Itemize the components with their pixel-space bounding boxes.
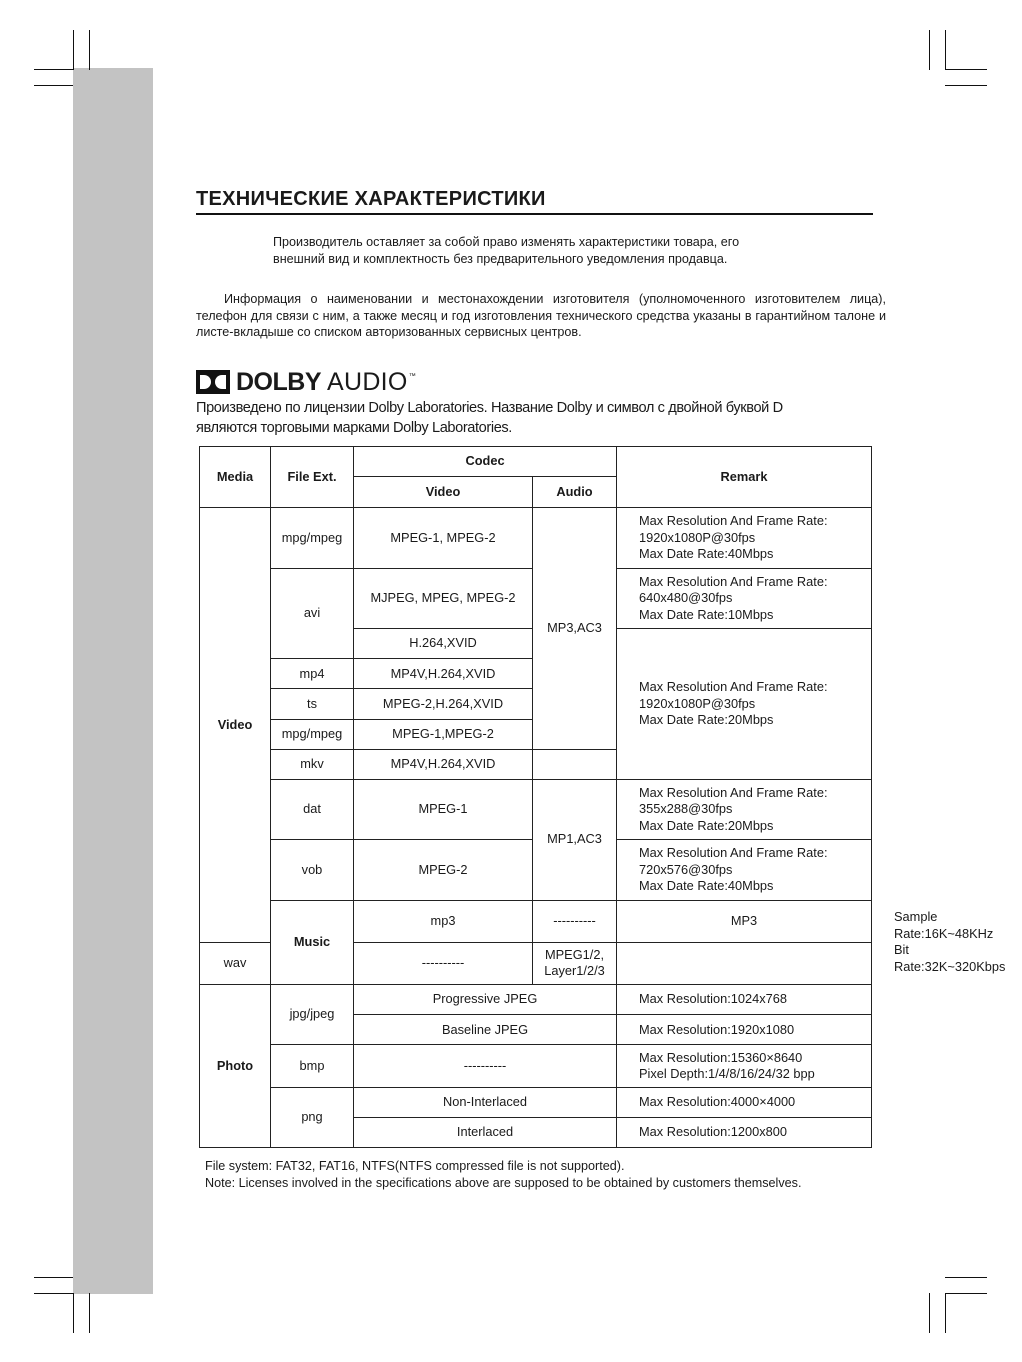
audio-codec-line: Layer1/2/3: [544, 963, 605, 979]
remark-cell: [617, 779, 872, 839]
ext-cell: avi: [271, 568, 354, 659]
crop-mark-tl-h2: [34, 85, 73, 86]
remark-cell: Max Resolution:1200x800: [617, 1117, 872, 1147]
ext-cell: png: [271, 1087, 354, 1147]
crop-mark-tl-h1: [34, 69, 73, 70]
crop-mark-br-h2: [945, 1293, 987, 1294]
header-remark: Remark: [617, 447, 872, 508]
crop-mark-bl-v1: [73, 1293, 74, 1333]
dolby-license-text: [196, 399, 886, 438]
ext-cell: bmp: [271, 1045, 354, 1087]
media-photo: Photo: [200, 985, 271, 1148]
crop-mark-br-h1: [945, 1277, 987, 1278]
crop-mark-bl-v2: [89, 1293, 90, 1333]
crop-mark-bl-h2: [34, 1293, 73, 1294]
crop-mark-bl-h1: [34, 1277, 73, 1278]
dolby-logo-trademark: ™: [408, 372, 416, 380]
audio-codec-cell: MP1,AC3: [533, 779, 617, 900]
header-video-codec: Video: [354, 477, 533, 508]
media-music: Music: [271, 900, 354, 984]
ext-cell: vob: [271, 840, 354, 900]
ext-cell: ts: [271, 689, 354, 719]
crop-mark-tl-v2: [89, 30, 90, 70]
crop-mark-tr-h1: [945, 69, 987, 70]
ext-cell: mp3: [354, 900, 533, 942]
video-codec-cell: MJPEG, MPEG, MPEG-2: [354, 568, 533, 628]
video-codec-cell: ----------: [533, 900, 617, 942]
ext-cell: mkv: [271, 749, 354, 779]
remark-cell: [617, 840, 872, 900]
gray-margin-band: [73, 68, 153, 1294]
remark-line: Max Date Rate:10Mbps: [639, 606, 774, 622]
video-codec-cell: MPEG-1: [354, 779, 533, 839]
remark-line: Max Resolution And Frame Rate:: [639, 679, 828, 695]
crop-mark-tl-v1: [73, 30, 74, 70]
intro-line-1: Производитель оставляет за собой право изменять характеристики товара, его: [273, 235, 740, 249]
header-media: Media: [200, 447, 271, 508]
header-file-ext: File Ext.: [271, 447, 354, 508]
codec-cell: Non-Interlaced: [354, 1087, 617, 1117]
video-codec-cell: H.264,XVID: [354, 629, 533, 659]
table-row: [200, 508, 872, 568]
remark-line: Max Resolution And Frame Rate:: [639, 845, 828, 861]
spec-table: [199, 446, 1006, 1148]
ext-cell: mp4: [271, 659, 354, 689]
remark-line: Sample Rate:16K~48KHz: [894, 909, 994, 941]
remark-line: Max Resolution:15360×8640: [639, 1049, 803, 1065]
footnotes: [205, 1158, 845, 1191]
crop-mark-br-v1: [929, 1293, 930, 1333]
remark-cell: [617, 508, 872, 568]
remark-line: 720x576@30fps: [639, 861, 733, 877]
dolby-double-d-icon: [196, 370, 230, 394]
table-row: [200, 779, 872, 839]
manufacturer-info-paragraph: Информация о наименовании и местонахождении изготовителя (уполномоченного изготовителем лица), телефон для связи с ним, а также месяц и год изготовления технического средства указаны в гарантийном талоне и листе-вкладыше со списком авторизованных сервисных центров.: [196, 292, 886, 339]
remark-cell: Max Resolution:1024x768: [617, 985, 872, 1015]
remark-line: 640x480@30fps: [639, 590, 733, 606]
video-codec-cell: MP4V,H.264,XVID: [354, 659, 533, 689]
intro-line-2: внешний вид и комплектность без предварительного уведомления продавца.: [273, 251, 728, 266]
remark-line: Pixel Depth:1/4/8/16/24/32 bpp: [639, 1066, 815, 1081]
table-row: [200, 900, 872, 942]
page-title: ТЕХНИЧЕСКИЕ ХАРАКТЕРИСТИКИ: [196, 188, 546, 210]
remark-line: Max Date Rate:20Mbps: [639, 712, 774, 728]
audio-codec-cell: MP3: [617, 900, 872, 942]
codec-cell: ----------: [354, 1045, 617, 1087]
dolby-audio-logo: [196, 369, 416, 395]
remark-cell: [617, 629, 872, 780]
remark-line: Max Resolution And Frame Rate:: [639, 573, 828, 589]
table-row: [200, 1087, 872, 1117]
remark-line: 1920x1080P@30fps: [639, 695, 756, 711]
codec-cell: Progressive JPEG: [354, 985, 617, 1015]
media-video: Video: [200, 508, 271, 942]
ext-cell: mpg/mpeg: [271, 508, 354, 568]
remark-line: 355x288@30fps: [639, 801, 733, 817]
remark-cell: Max Resolution:1920x1080: [617, 1015, 872, 1045]
crop-mark-tr-v1: [929, 30, 930, 70]
intro-paragraph: [273, 234, 833, 267]
video-codec-cell: MPEG-2: [354, 840, 533, 900]
codec-cell: Baseline JPEG: [354, 1015, 617, 1045]
video-codec-cell: MPEG-1,MPEG-2: [354, 719, 533, 749]
video-codec-cell: ----------: [354, 942, 533, 984]
table-row: [200, 985, 872, 1015]
video-codec-cell: MPEG-2,H.264,XVID: [354, 689, 533, 719]
remark-cell: [617, 1045, 872, 1087]
ext-cell: dat: [271, 779, 354, 839]
remark-line: 1920x1080P@30fps: [639, 529, 756, 545]
remark-cell: Max Resolution:4000×4000: [617, 1087, 872, 1117]
remark-line: Max Resolution And Frame Rate:: [639, 513, 828, 529]
title-underline: [196, 213, 873, 215]
ext-cell: mpg/mpeg: [271, 719, 354, 749]
table-header-row: [200, 447, 872, 477]
video-codec-cell: MPEG-1, MPEG-2: [354, 508, 533, 568]
crop-mark-tr-v2: [945, 30, 946, 70]
crop-mark-tr-h2: [945, 85, 987, 86]
license-line-1: Произведено по лицензии Dolby Laboratories. Название Dolby и символ с двойной буквой D: [196, 400, 783, 416]
crop-mark-br-v2: [945, 1293, 946, 1333]
codec-cell: Interlaced: [354, 1117, 617, 1147]
header-audio-codec: Audio: [533, 477, 617, 508]
audio-codec-line: MPEG1/2,: [544, 946, 605, 962]
license-line-2: являются торговыми марками Dolby Laboratories.: [196, 419, 512, 436]
header-codec: Codec: [354, 447, 617, 477]
ext-cell: wav: [200, 942, 271, 984]
video-codec-cell: MP4V,H.264,XVID: [354, 749, 533, 779]
dolby-logo-word: DOLBY: [236, 367, 321, 396]
audio-codec-cell: [533, 942, 617, 984]
filesystem-note: File system: FAT32, FAT16, NTFS(NTFS compressed file is not supported).: [205, 1159, 625, 1173]
license-note: Note: Licenses involved in the specifications above are supposed to be obtained by customers themselves.: [205, 1175, 802, 1190]
remark-line: Max Date Rate:40Mbps: [639, 878, 774, 894]
remark-line: Max Date Rate:40Mbps: [639, 546, 774, 562]
ext-cell: jpg/jpeg: [271, 985, 354, 1045]
table-row: [200, 1045, 872, 1087]
dolby-logo-audio: AUDIO: [327, 367, 408, 396]
remark-line: Max Resolution And Frame Rate:: [639, 784, 828, 800]
remark-line: Max Date Rate:20Mbps: [639, 817, 774, 833]
remark-cell: [617, 568, 872, 628]
audio-codec-cell: MP3,AC3: [533, 508, 617, 749]
remark-line: Bit Rate:32K~320Kbps: [894, 942, 1006, 974]
